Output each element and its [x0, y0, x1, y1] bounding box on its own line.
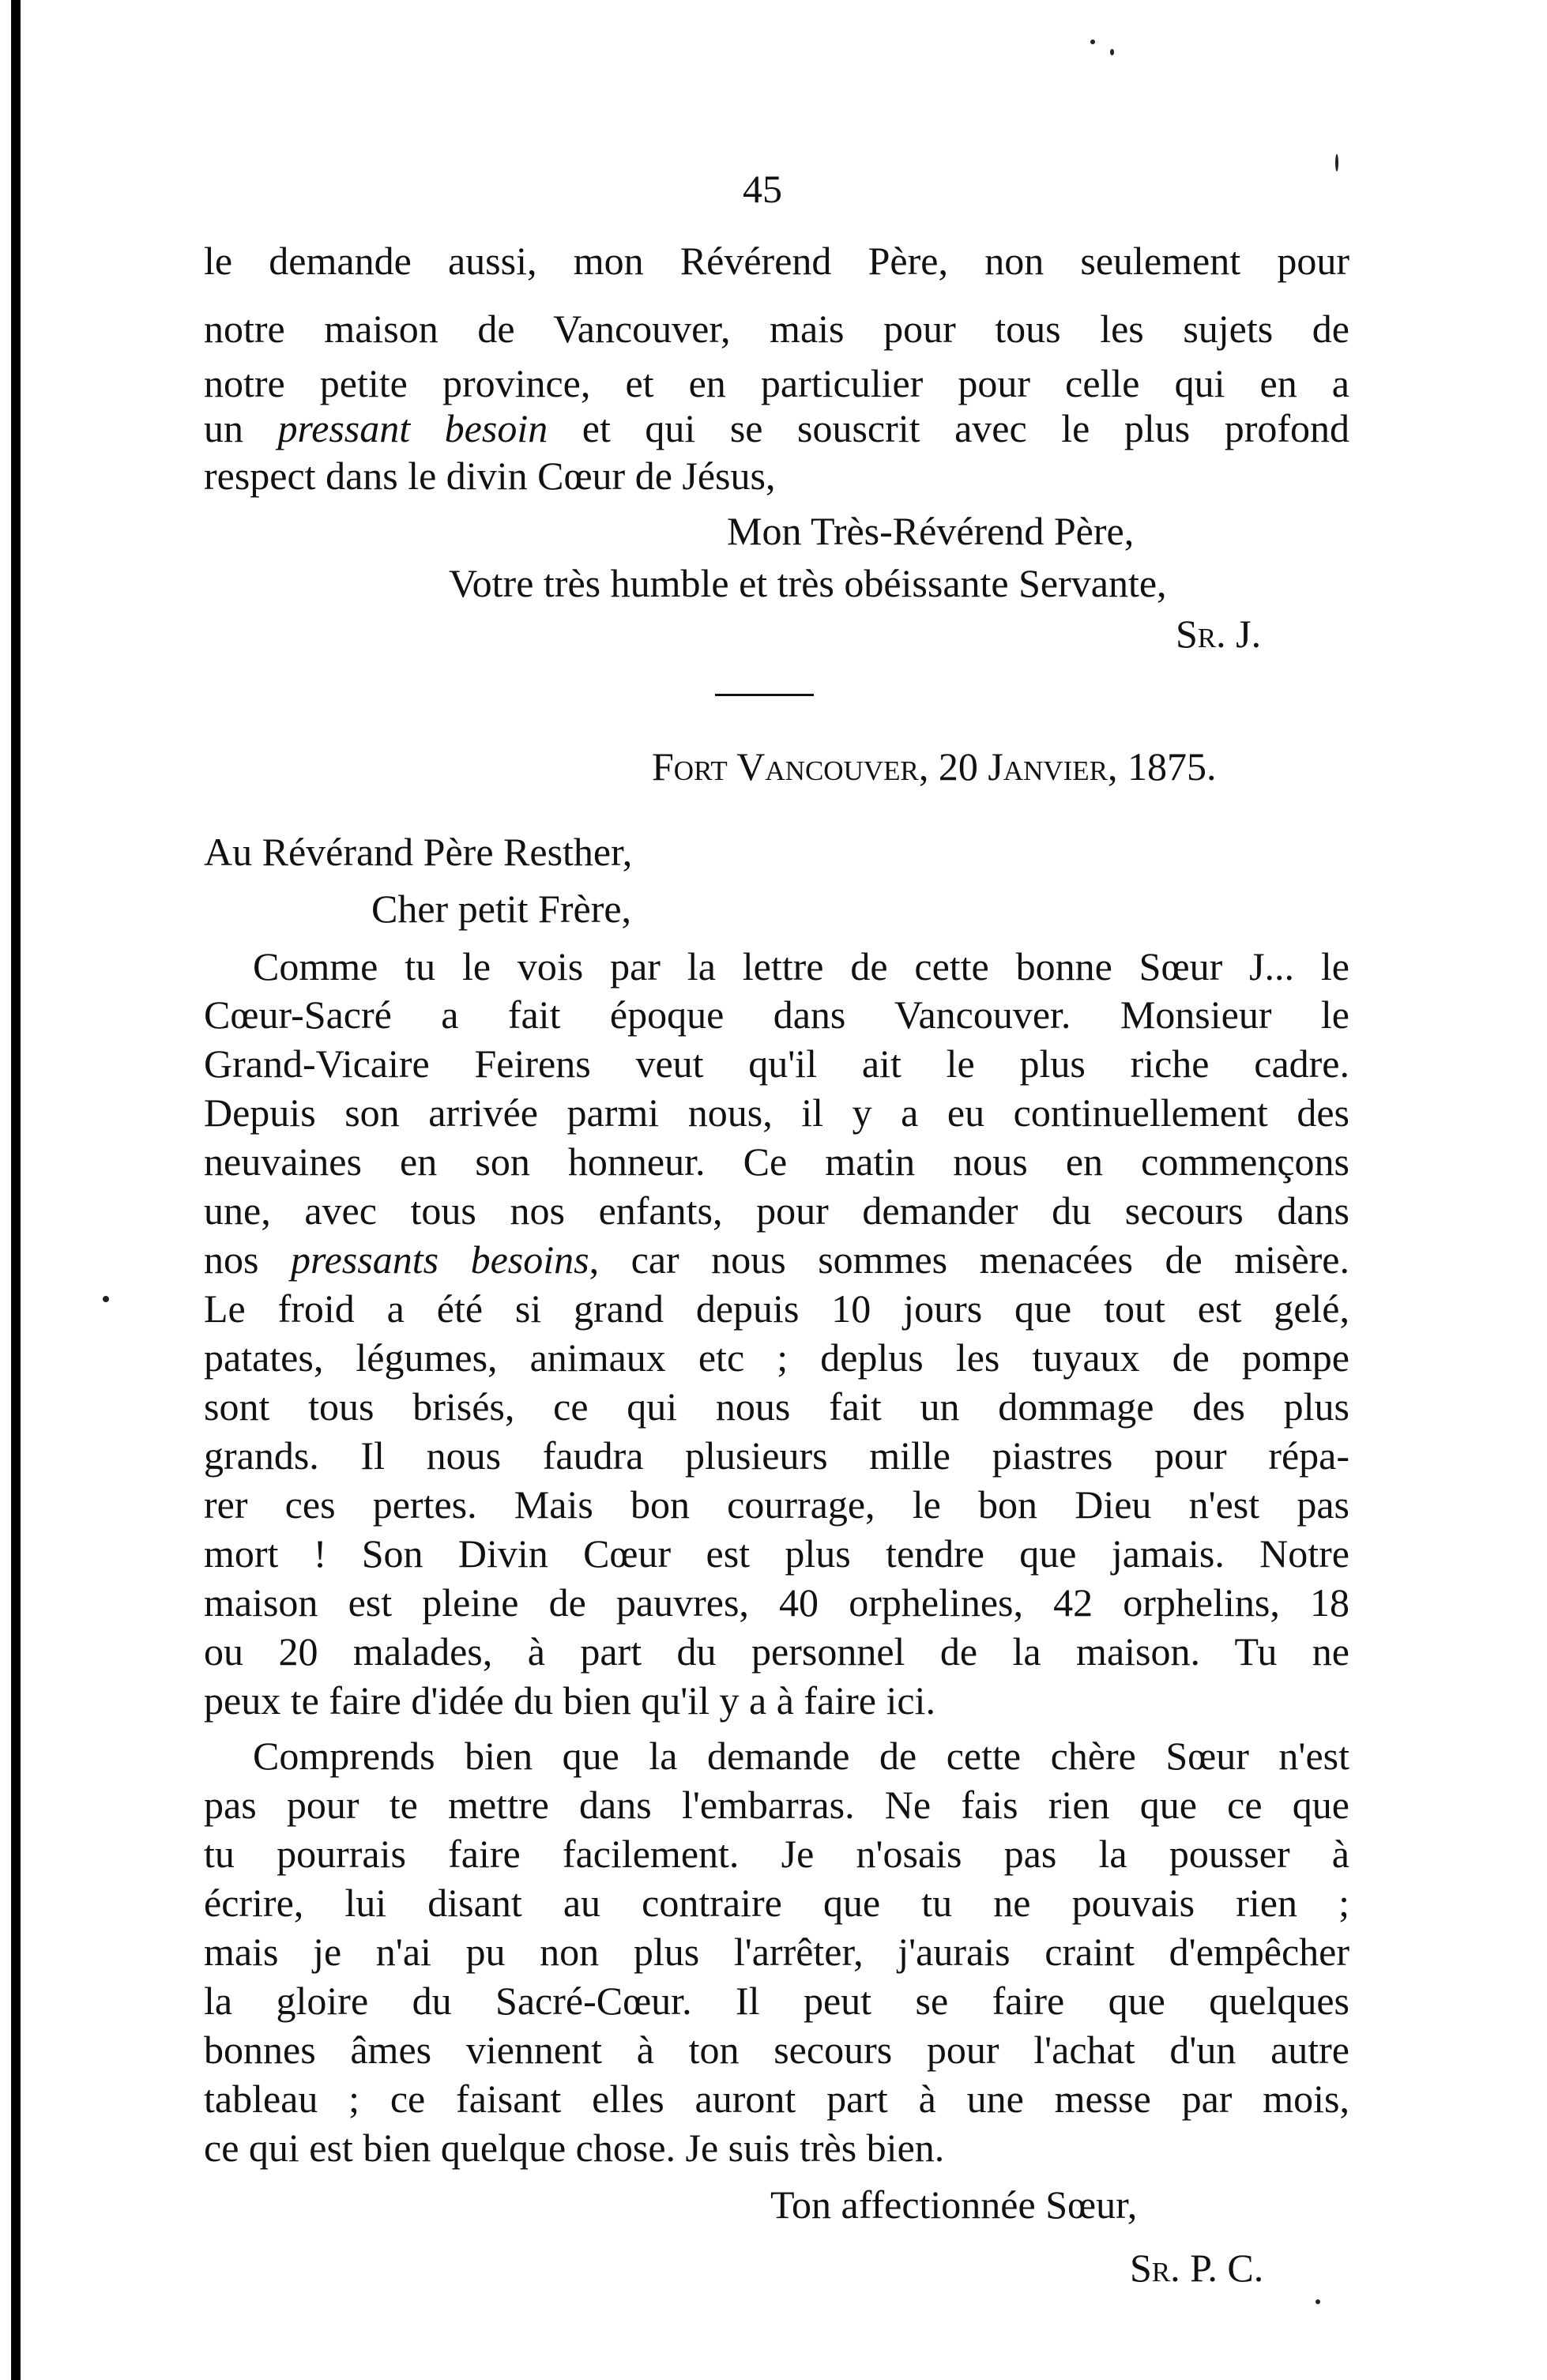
- letter1-line-5: respect dans le divin Cœur de Jésus,: [204, 454, 776, 498]
- letter1-line-1: le demande aussi, mon Révérend Père, non seulement pour: [204, 239, 1349, 283]
- letter2-p1-line-3: Grand-Vicaire Feirens veut qu'il ait le plus riche cadre.: [204, 1041, 1349, 1086]
- letter2-p2-line-2: pas pour te mettre dans l'embarras. Ne fais rien que ce que: [204, 1783, 1349, 1827]
- scan-left-edge: [11, 0, 21, 2380]
- letter2-p1-line-15: ou 20 malades, à part du personnel de la maison. Tu ne: [204, 1629, 1349, 1674]
- letter2-p2-line-8: tableau ; ce faisant elles auront part à une messe par mois,: [204, 2077, 1349, 2121]
- letter2-p1-line-9: patates, légumes, animaux etc ; deplus les tuyaux de pompe: [204, 1335, 1349, 1380]
- letter2-p1-line-4: Depuis son arrivée parmi nous, il y a eu continuellement des: [204, 1090, 1349, 1135]
- scan-speck: [1090, 40, 1095, 44]
- page-number: 45: [743, 167, 782, 211]
- letter2-p1-line-16: peux te faire d'idée du bien qu'il y a à faire ici.: [204, 1678, 935, 1723]
- letter2-p1-line-6: une, avec tous nos enfants, pour demander du secours dans: [204, 1188, 1349, 1233]
- scan-speck: [1316, 2299, 1320, 2304]
- scan-speck: [103, 1296, 109, 1302]
- letter2-p1-line-11: grands. Il nous faudra plusieurs mille piastres pour répa-: [204, 1433, 1349, 1478]
- letter2-p1-line-8: Le froid a été si grand depuis 10 jours que tout est gelé,: [204, 1286, 1349, 1331]
- letter2-p1-line-14: maison est pleine de pauvres, 40 orphelines, 42 orphelins, 18: [204, 1580, 1349, 1625]
- letter1-signature: Sr. J.: [1176, 612, 1262, 656]
- scan-speck: [1335, 154, 1338, 171]
- letter2-p2-line-3: tu pourrais faire facilement. Je n'osais pas la pousser à: [204, 1832, 1349, 1876]
- letter2-p2-line-4: écrire, lui disant au contraire que tu ne pouvais rien ;: [204, 1881, 1349, 1925]
- letter2-p1-line-10: sont tous brisés, ce qui nous fait un dommage des plus: [204, 1384, 1349, 1429]
- letter1-line-2: notre maison de Vancouver, mais pour tous les sujets de: [204, 307, 1349, 351]
- letter2-p1-line-7: nos pressants besoins, car nous sommes menacées de misère.: [204, 1237, 1349, 1282]
- letter2-italic-phrase: pressants besoins: [291, 1237, 589, 1282]
- letter2-p2-line-6: la gloire du Sacré-Cœur. Il peut se faire que quelques: [204, 1979, 1349, 2023]
- section-divider: [715, 694, 814, 696]
- letter1-closing-salutation: Mon Très-Révérend Père,: [727, 509, 1135, 553]
- letter2-dateline: Fort Vancouver, 20 Janvier, 1875.: [652, 744, 1217, 789]
- letter2-p2-line-7: bonnes âmes viennent à ton secours pour l'achat d'un autre: [204, 2028, 1349, 2072]
- letter2-p2-line-5: mais je n'ai pu non plus l'arrêter, j'aurais craint d'empêcher: [204, 1930, 1349, 1974]
- letter2-closing-line: Ton affectionnée Sœur,: [770, 2182, 1138, 2227]
- letter2-p1-line-13: mort ! Son Divin Cœur est plus tendre que jamais. Notre: [204, 1531, 1349, 1576]
- letter1-closing-line: Votre très humble et très obéissante Servante,: [449, 561, 1167, 605]
- letter1-italic-phrase: pressant besoin: [277, 406, 548, 450]
- letter2-p1-line-5: neuvaines en son honneur. Ce matin nous en commençons: [204, 1139, 1349, 1184]
- scan-speck: [1110, 49, 1114, 55]
- letter2-p1-line-12: rer ces pertes. Mais bon courrage, le bon Dieu n'est pas: [204, 1482, 1349, 1527]
- letter2-addressee: Au Révérand Père Resther,: [204, 830, 633, 874]
- letter2-p2-line-9: ce qui est bien quelque chose. Je suis très bien.: [204, 2126, 945, 2170]
- letter2-p1-line-2: Cœur-Sacré a fait époque dans Vancouver. Monsieur le: [204, 992, 1349, 1037]
- letter2-greeting: Cher petit Frère,: [371, 887, 632, 931]
- letter2-signature: Sr. P. C.: [1130, 2246, 1264, 2290]
- letter2-p2-line-1: Comprends bien que la demande de cette chère Sœur n'est: [253, 1734, 1349, 1778]
- letter1-line-4: un pressant besoin et qui se souscrit avec le plus profond: [204, 406, 1350, 450]
- letter2-p1-line-1: Comme tu le vois par la lettre de cette bonne Sœur J... le: [253, 944, 1349, 989]
- letter1-line-3: notre petite province, et en particulier pour celle qui en a: [204, 361, 1349, 405]
